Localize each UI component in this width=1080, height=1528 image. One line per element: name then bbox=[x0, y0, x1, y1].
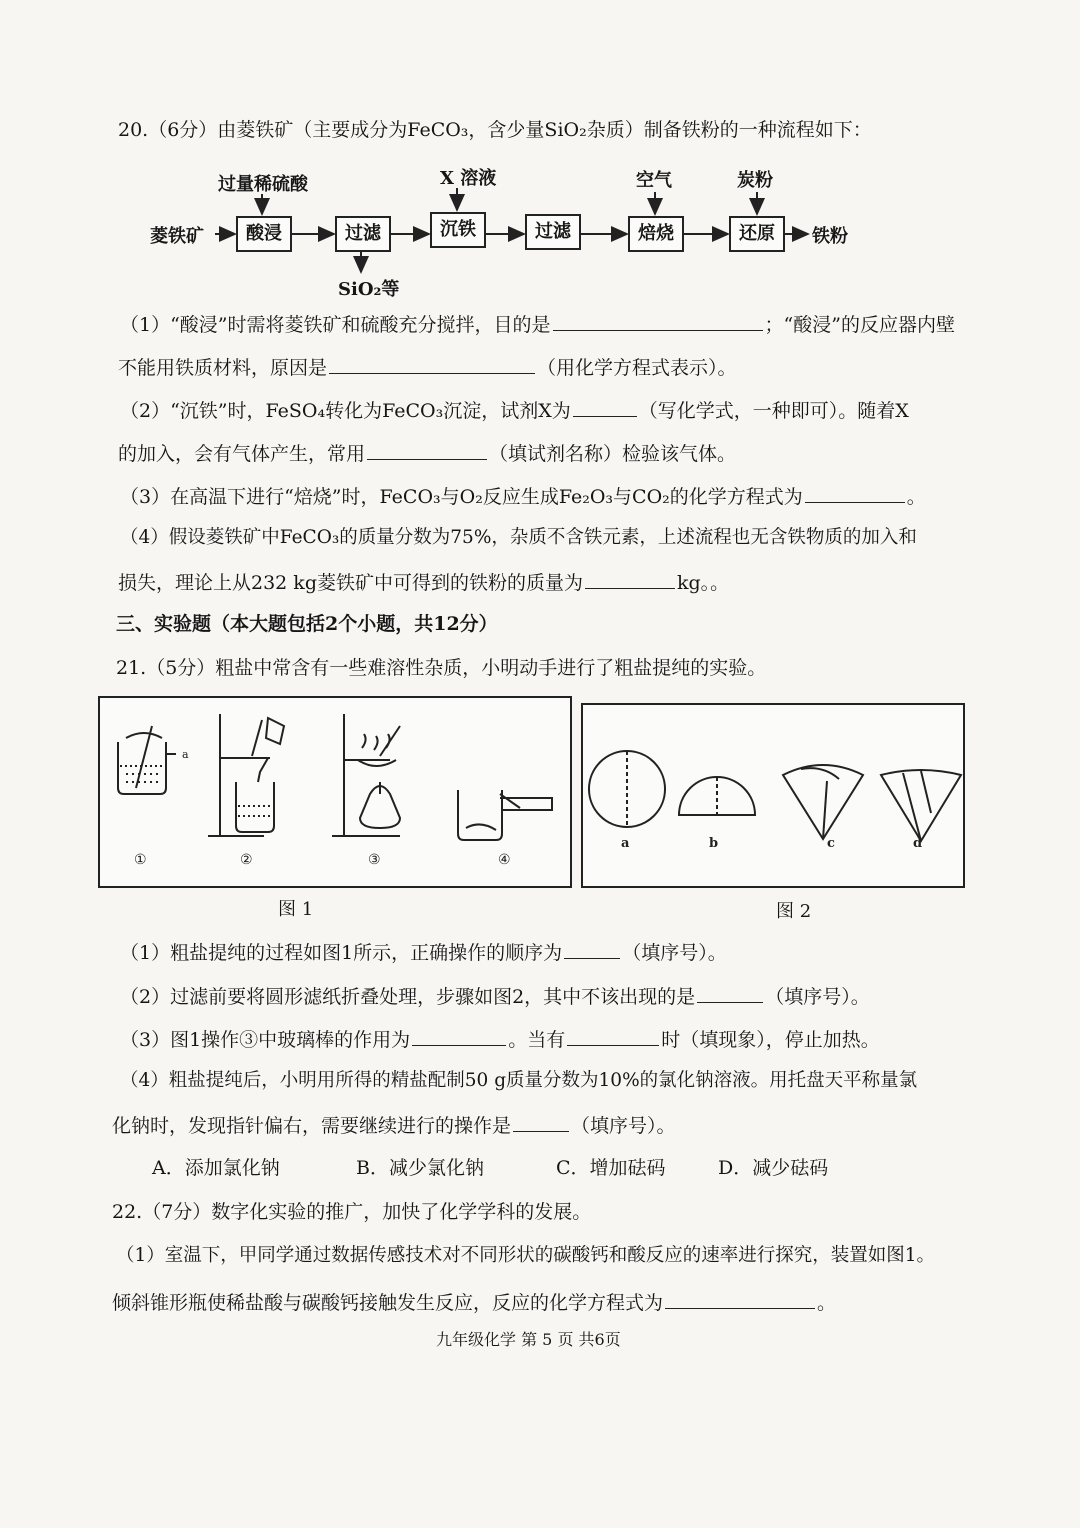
q20-p2-text-c: 的加入，会有气体产生，常用 bbox=[118, 443, 366, 465]
q21-option-b: B．减少氯化钠 bbox=[356, 1157, 484, 1179]
q20-p1-text-a: （1）“酸浸”时需将菱铁矿和硫酸充分搅拌，目的是 bbox=[120, 314, 551, 336]
fig1-label-3: ③ bbox=[368, 852, 381, 868]
q21-p4-text-b: 化钠时，发现指针偏右，需要继续进行的操作是 bbox=[112, 1115, 512, 1137]
q20-p1-text-b: ；“酸浸”的反应器内壁 bbox=[764, 314, 955, 336]
q20-p2-text-b: （写化学式，一种即可）。随着X bbox=[638, 400, 909, 422]
q21-option-c: C．增加砝码 bbox=[556, 1157, 666, 1179]
q21-part4-line2 bbox=[112, 1111, 676, 1139]
q20-p4-text-b: 损失，理论上从232 kg菱铁矿中可得到的铁粉的质量为 bbox=[118, 572, 583, 594]
figure-2-drawing bbox=[583, 705, 963, 886]
q22-title: 22.（7分）数字化实验的推广，加快了化学学科的发展。 bbox=[112, 1201, 592, 1223]
q21-p3-text-b: 。当有 bbox=[508, 1029, 566, 1051]
fig1-label-2: ② bbox=[240, 852, 253, 868]
q21-option-d: D．减少砝码 bbox=[718, 1157, 829, 1179]
q21-p1-text-a: （1）粗盐提纯的过程如图1所示，正确操作的顺序为 bbox=[120, 942, 563, 964]
fig2-label-c: c bbox=[827, 836, 835, 851]
q20-p1-text-c: 不能用铁质材料，原因是 bbox=[118, 357, 328, 379]
flow-arrows bbox=[0, 0, 1080, 310]
q21-option-a: A．添加氯化钠 bbox=[152, 1157, 280, 1179]
figure-2 bbox=[581, 703, 965, 888]
fig2-label-b: b bbox=[709, 836, 719, 851]
q20-p2-text-a: （2）“沉铁”时，FeSO₄转化为FeCO₃沉淀，试剂X为 bbox=[120, 400, 571, 422]
flow-step-filter-1: 过滤 bbox=[335, 216, 391, 252]
q21-p1-text-b: （填序号）。 bbox=[622, 942, 727, 964]
flow-end: 铁粉 bbox=[812, 226, 848, 247]
answer-blank[interactable] bbox=[805, 482, 905, 503]
flow-step-reduce: 还原 bbox=[729, 216, 785, 252]
q20-p4-text-c: kg。。 bbox=[676, 572, 730, 594]
q20-part3 bbox=[120, 482, 926, 510]
answer-blank[interactable] bbox=[553, 310, 763, 331]
flow-output-sio2: SiO₂等 bbox=[338, 279, 400, 300]
figure-2-caption: 图 2 bbox=[776, 901, 812, 922]
figure-1 bbox=[98, 696, 572, 888]
answer-blank[interactable] bbox=[329, 353, 535, 374]
fig2-label-d: d bbox=[913, 836, 923, 851]
q20-p3-text-b: 。 bbox=[906, 486, 926, 508]
page-footer: 九年级化学 第 5 页 共6页 bbox=[436, 1330, 621, 1349]
q22-part1-line1: （1）室温下，甲同学通过数据传感技术对不同形状的碳酸钙和酸反应的速率进行探究，装置如图1。 bbox=[116, 1245, 936, 1266]
answer-blank[interactable] bbox=[564, 938, 620, 959]
flow-step-acid-leach: 酸浸 bbox=[236, 216, 292, 252]
answer-blank[interactable] bbox=[412, 1025, 506, 1046]
flow-chart bbox=[0, 0, 1080, 310]
flow-step-filter-2: 过滤 bbox=[525, 214, 581, 250]
q22-part1-line2 bbox=[112, 1288, 836, 1316]
q21-part1 bbox=[120, 938, 727, 966]
q21-part2 bbox=[120, 982, 870, 1010]
q21-part4-line1: （4）粗盐提纯后，小明用所得的精盐配制50 g质量分数为10%的氯化钠溶液。用托盘天平称量氯 bbox=[120, 1070, 918, 1091]
beaker-label-a: a bbox=[182, 748, 189, 761]
q22-p1-text-c: 。 bbox=[817, 1292, 837, 1314]
flow-input-x: X 溶液 bbox=[440, 168, 497, 189]
figure-1-caption: 图 1 bbox=[278, 899, 314, 920]
q21-p2-text-b: （填序号）。 bbox=[765, 986, 870, 1008]
answer-blank[interactable] bbox=[573, 396, 637, 417]
fig1-label-1: ① bbox=[134, 852, 147, 868]
q21-title: 21.（5分）粗盐中常含有一些难溶性杂质，小明动手进行了粗盐提纯的实验。 bbox=[116, 657, 767, 679]
q21-p3-text-a: （3）图1操作③中玻璃棒的作用为 bbox=[120, 1029, 411, 1051]
q21-p3-text-c: 时（填现象），停止加热。 bbox=[661, 1029, 880, 1051]
q21-p2-text-a: （2）过滤前要将圆形滤纸折叠处理，步骤如图2，其中不该出现的是 bbox=[120, 986, 696, 1008]
q20-title: 20.（6分）由菱铁矿（主要成分为FeCO₃，含少量SiO₂杂质）制备铁粉的一种流程如下： bbox=[118, 119, 872, 141]
q20-p3-text-a: （3）在高温下进行“焙烧”时，FeCO₃与O₂反应生成Fe₂O₃与CO₂的化学方程式为 bbox=[120, 486, 803, 508]
flow-input-acid: 过量稀硫酸 bbox=[218, 174, 308, 195]
q20-part4-line2 bbox=[118, 568, 729, 596]
q20-part4-line1: （4）假设菱铁矿中FeCO₃的质量分数为75%，杂质不含铁元素，上述流程也无含铁物质的加入和 bbox=[120, 527, 917, 548]
q20-part1-line2 bbox=[118, 353, 737, 381]
answer-blank[interactable] bbox=[585, 568, 675, 589]
flow-input-air: 空气 bbox=[636, 170, 672, 191]
section-3-heading: 三、实验题（本大题包括2个小题，共12分） bbox=[116, 613, 498, 635]
answer-blank[interactable] bbox=[513, 1111, 569, 1132]
q20-p2-text-d: （填试剂名称）检验该气体。 bbox=[489, 443, 737, 465]
q21-part3 bbox=[120, 1025, 880, 1053]
answer-blank[interactable] bbox=[567, 1025, 659, 1046]
fig1-label-4: ④ bbox=[498, 852, 511, 868]
q20-part1-line1 bbox=[120, 310, 955, 338]
q22-p1-text-b: 倾斜锥形瓶使稀盐酸与碳酸钙接触发生反应，反应的化学方程式为 bbox=[112, 1292, 664, 1314]
answer-blank[interactable] bbox=[697, 982, 763, 1003]
answer-blank[interactable] bbox=[665, 1288, 815, 1309]
flow-step-roast: 焙烧 bbox=[628, 216, 684, 252]
figure-1-drawing bbox=[100, 698, 570, 886]
q21-p4-text-c: （填序号）。 bbox=[571, 1115, 676, 1137]
fig2-label-a: a bbox=[621, 836, 630, 851]
flow-start: 菱铁矿 bbox=[150, 226, 204, 247]
answer-blank[interactable] bbox=[367, 439, 487, 460]
flow-step-precipitate-iron: 沉铁 bbox=[430, 212, 486, 248]
flow-input-carbon: 炭粉 bbox=[737, 170, 773, 191]
q20-part2-line2 bbox=[118, 439, 736, 467]
q20-p1-text-d: （用化学方程式表示）。 bbox=[537, 357, 737, 379]
q20-part2-line1 bbox=[120, 396, 909, 424]
